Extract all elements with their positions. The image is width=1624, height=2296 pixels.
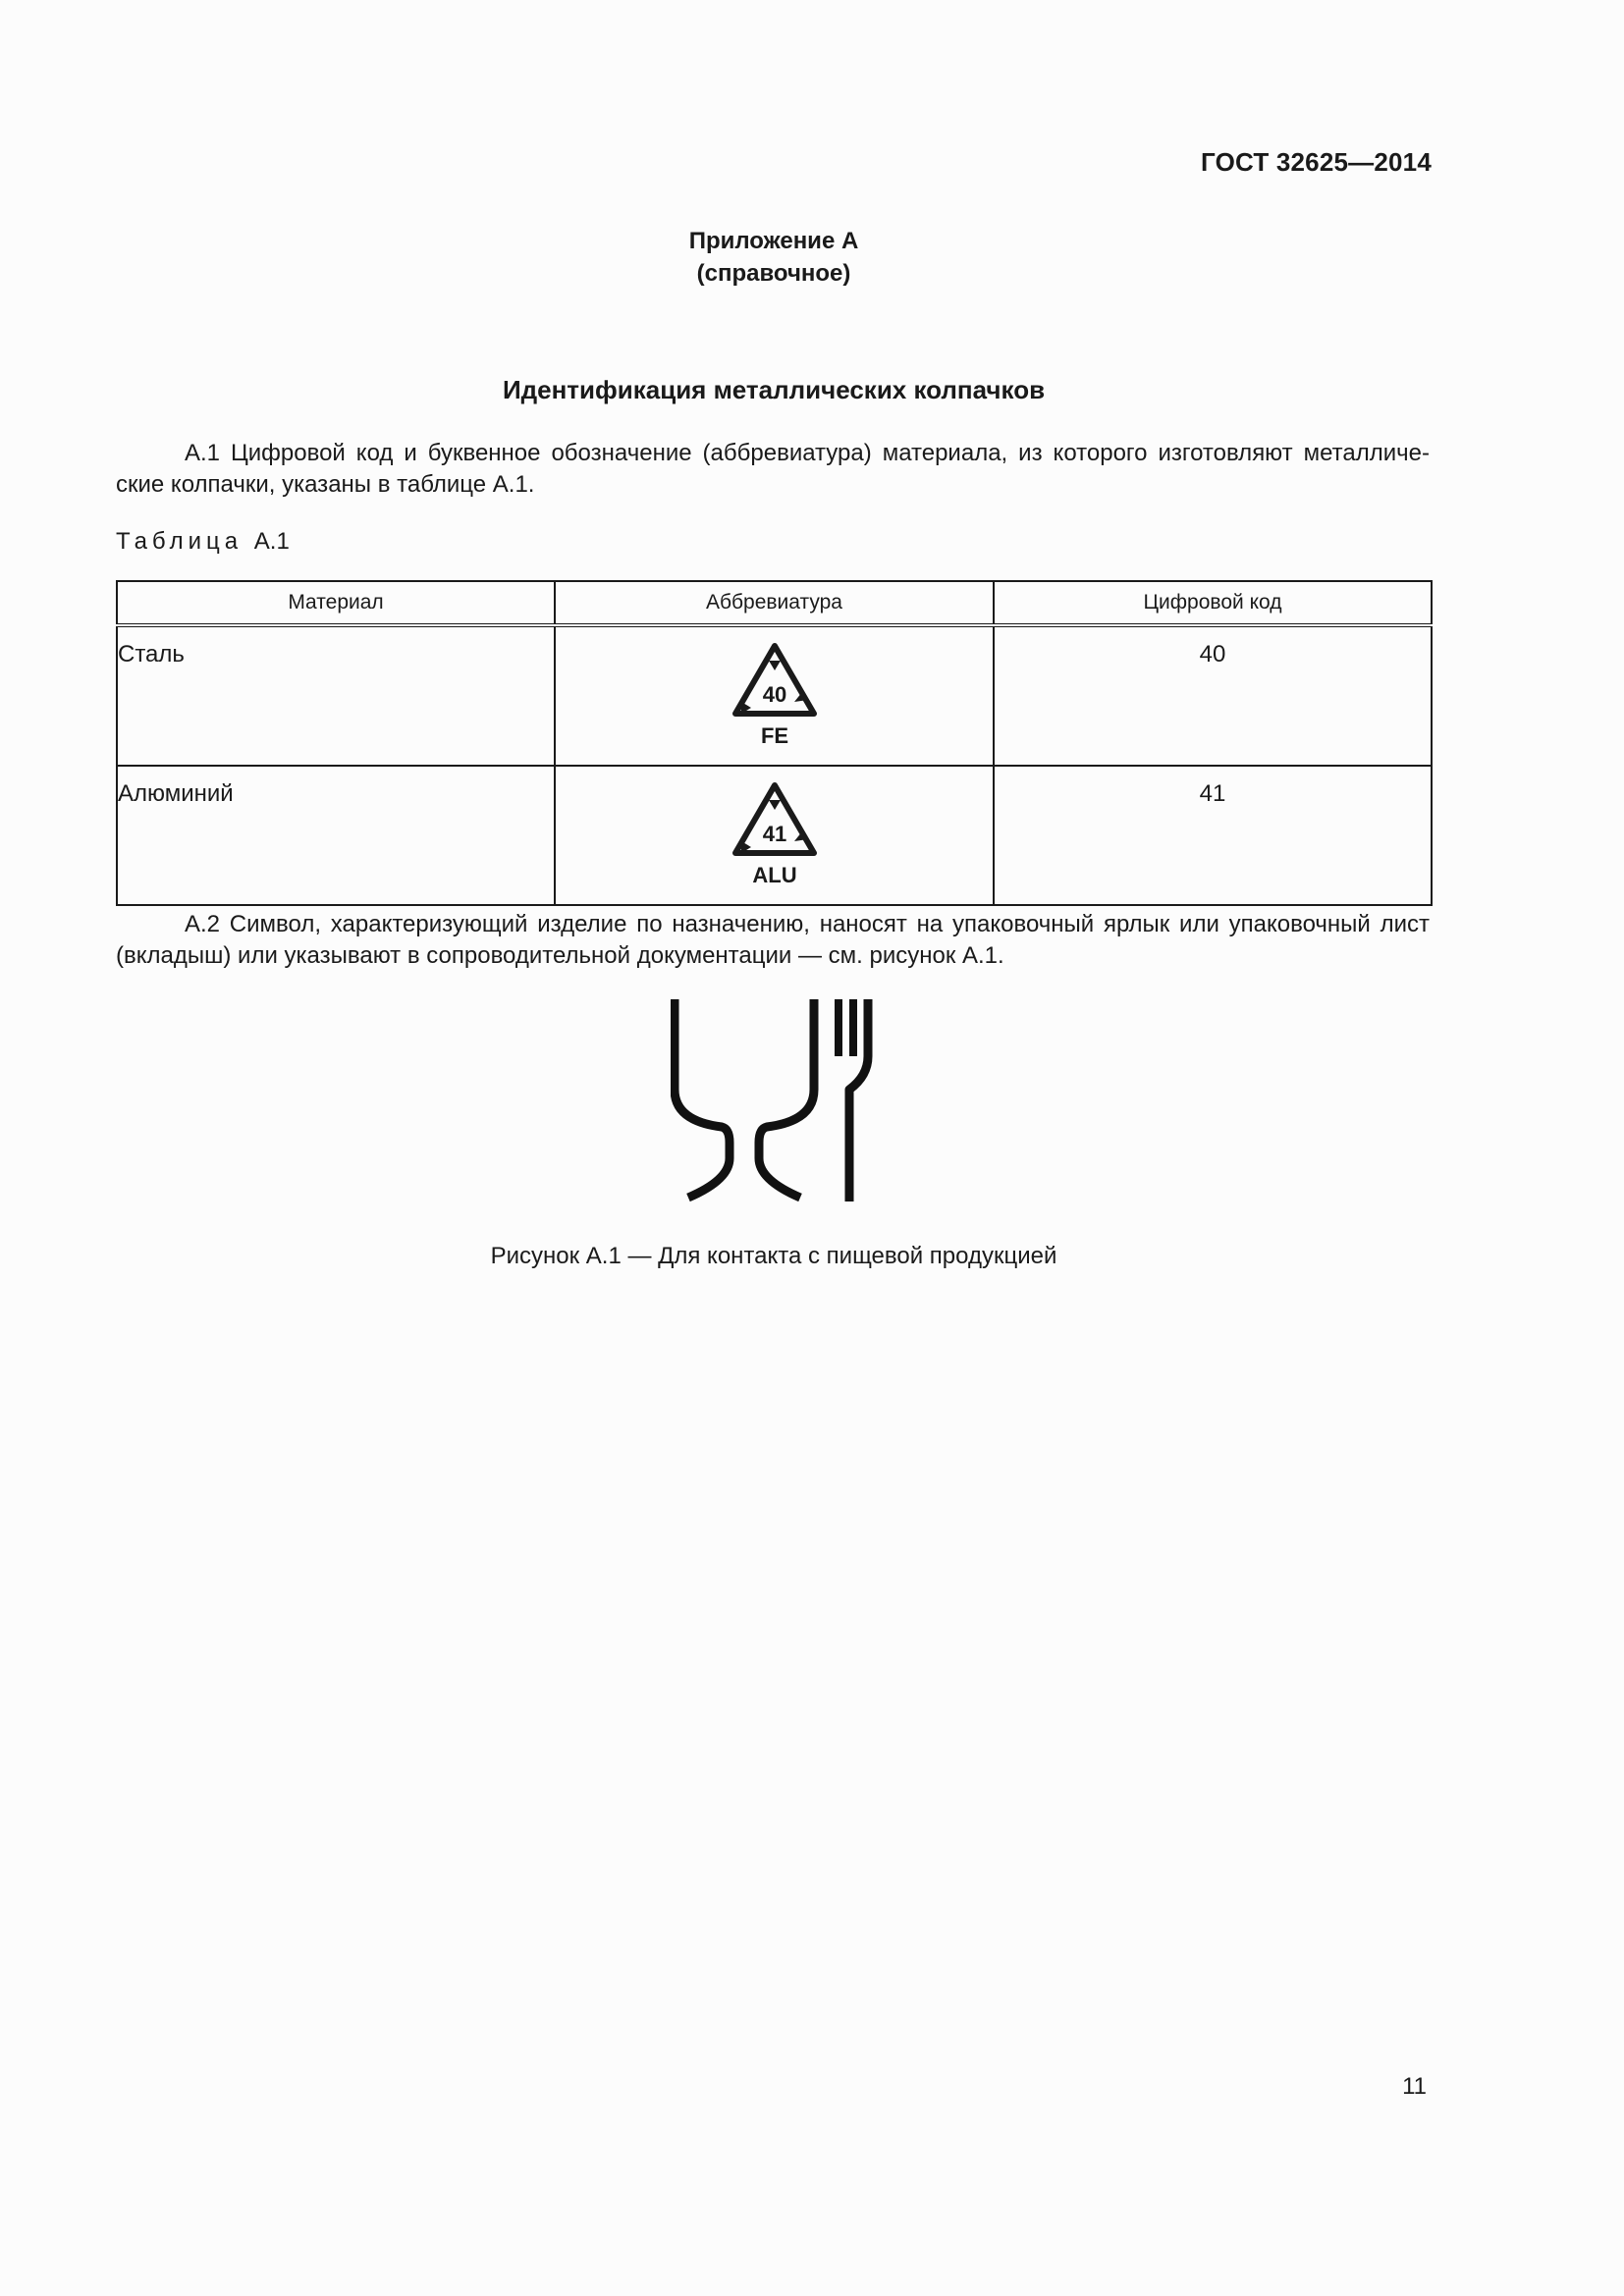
symbol-number: 40 <box>762 682 786 707</box>
table-label-word: Таблица <box>116 528 244 555</box>
section-title: Идентификация металлических колпачков <box>502 375 1046 404</box>
table-row <box>117 625 1432 766</box>
appendix-title: Приложение А <box>688 228 859 254</box>
column-header-code: Цифровой код <box>994 581 1432 625</box>
table-label <box>116 528 290 556</box>
table-row <box>117 766 1432 905</box>
symbol-number: 41 <box>762 822 786 846</box>
page-number: 11 <box>1402 2073 1427 2100</box>
materials-table <box>116 580 1433 906</box>
abbreviation-cell <box>555 766 994 905</box>
code-cell: 40 <box>994 625 1432 766</box>
abbreviation-cell <box>555 625 994 766</box>
recycle-triangle-icon <box>730 780 820 890</box>
material-cell: Алюминий <box>117 766 555 905</box>
code-cell: 41 <box>994 766 1432 905</box>
table-label-number: А.1 <box>253 528 290 555</box>
figure-caption: Рисунок А.1 — Для контакта с пищевой продукцией <box>490 1243 1057 1269</box>
column-header-abbreviation: Аббревиатура <box>555 581 994 625</box>
table-header-row <box>117 581 1432 625</box>
recycle-triangle-icon <box>730 641 820 751</box>
symbol-abbreviation: FE <box>760 723 788 748</box>
document-code: ГОСТ 32625—2014 <box>1201 147 1432 177</box>
column-header-material: Материал <box>117 581 555 625</box>
appendix-heading <box>0 225 1547 290</box>
glass-and-fork-icon <box>671 995 883 1207</box>
paragraph-a1: А.1 Цифровой код и буквенное обозначение (аббревиатура) материала, из которого изготовляют металличе-ские колпачки, указаны в таблице А.1. <box>116 440 1430 498</box>
paragraph-a2: А.2 Символ, характеризующий изделие по назначению, наносят на упаковочный ярлык или упаковочный лист (вкладыш) или указывают в сопроводительной документации — см. рисунок А.1. <box>116 911 1430 969</box>
material-cell: Сталь <box>117 625 555 766</box>
symbol-abbreviation: ALU <box>751 863 797 887</box>
appendix-subtitle: (справочное) <box>696 260 851 287</box>
